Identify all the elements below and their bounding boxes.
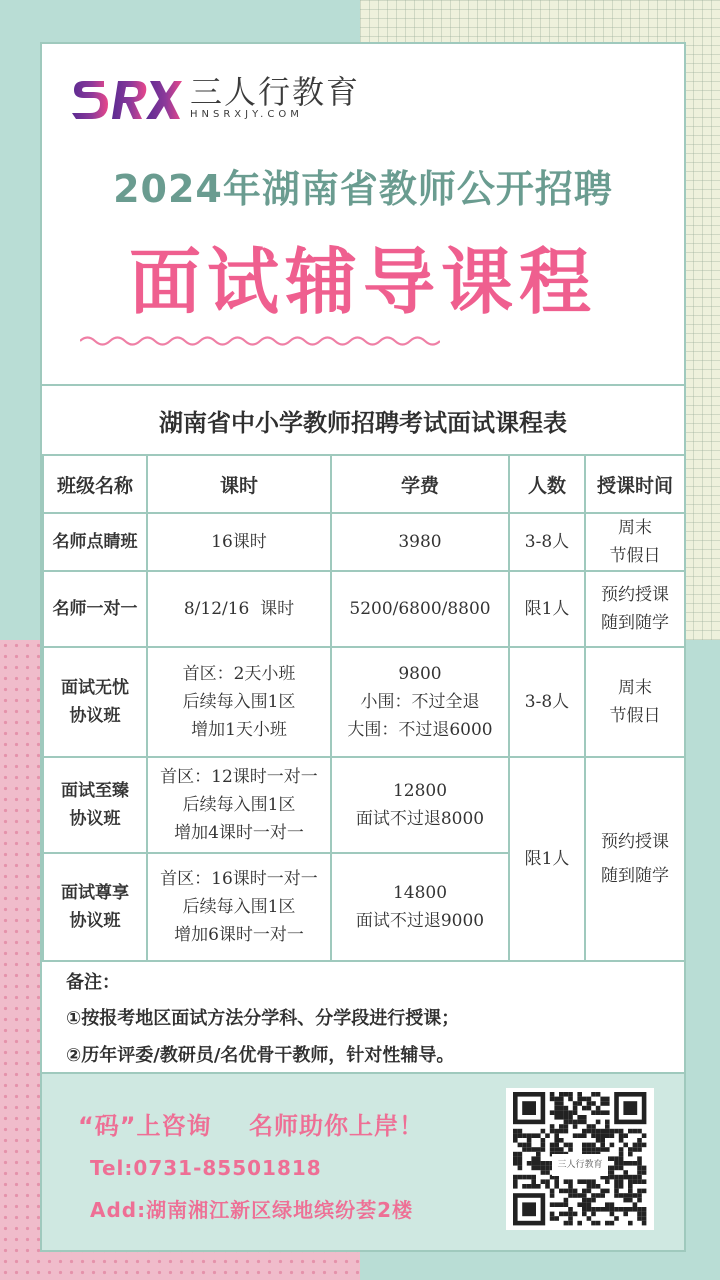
class-fee: 12800 面试不过退8000: [331, 757, 509, 853]
class-schedule: 周末 节假日: [585, 513, 685, 571]
class-hours: 首区：2天小班 后续每入围1区 增加1天小班: [147, 647, 331, 757]
class-schedule: 预约授课 随到随学: [585, 571, 685, 647]
header-fee: 学费: [331, 455, 509, 513]
header-schedule: 授课时间: [585, 455, 685, 513]
class-people: 限1人: [509, 757, 585, 961]
footer-slogan: “码”上咨询 名师助你上岸！: [78, 1112, 424, 1140]
page-headline: 面试辅导课程: [128, 240, 597, 324]
class-name: 面试无忧 协议班: [43, 647, 147, 757]
table-row: [43, 513, 685, 571]
class-name: 面试至臻 协议班: [43, 757, 147, 853]
header-hours: 课时: [147, 455, 331, 513]
footer-phone: Tel:0731-85501818: [90, 1156, 322, 1180]
course-table: [42, 454, 686, 962]
notes-section: [66, 966, 666, 1074]
class-people: 限1人: [509, 571, 585, 647]
qr-code[interactable]: [506, 1088, 654, 1230]
class-hours: 首区：12课时一对一 后续每入围1区 增加4课时一对一: [147, 757, 331, 853]
brand-name: 三人行教育: [190, 73, 361, 111]
table-caption: 湖南省中小学教师招聘考试面试课程表: [159, 408, 567, 437]
srx-logo-icon: [70, 73, 182, 123]
class-people: 3-8人: [509, 647, 585, 757]
header-class-name: 班级名称: [43, 455, 147, 513]
header-people: 人数: [509, 455, 585, 513]
class-hours: 16课时: [147, 513, 331, 571]
class-name: 名师一对一: [43, 571, 147, 647]
class-schedule: 周末 节假日: [585, 647, 685, 757]
class-fee: 14800 面试不过退9000: [331, 853, 509, 961]
qr-label: 三人行教育: [552, 1154, 608, 1176]
brand-logo: [70, 72, 360, 124]
class-name: 面试尊享 协议班: [43, 853, 147, 961]
page-title: 2024年湖南省教师公开招聘: [113, 167, 613, 211]
class-people: 3-8人: [509, 513, 585, 571]
class-fee: 5200/6800/8800: [331, 571, 509, 647]
table-row: [43, 571, 685, 647]
brand-domain: HNSRXJY.COM: [190, 109, 303, 120]
class-schedule: 预约授课 随到随学: [585, 757, 685, 961]
footer-address: Add:湖南湘江新区绿地缤纷荟2楼: [90, 1198, 414, 1222]
table-row: [43, 647, 685, 757]
table-header-row: [43, 455, 685, 513]
notes-title: 备注：: [66, 972, 120, 993]
notes-item: ②历年评委/教研员/名优骨干教师，针对性辅导。: [66, 1045, 455, 1066]
wave-divider-icon: [80, 334, 440, 348]
notes-item: ①按报考地区面试方法分学科、分学段进行授课；: [66, 1008, 460, 1029]
class-name: 名师点睛班: [43, 513, 147, 571]
class-hours: 8/12/16 课时: [147, 571, 331, 647]
table-row: [43, 757, 685, 853]
class-fee: 9800 小围：不过全退 大围：不过退6000: [331, 647, 509, 757]
class-fee: 3980: [331, 513, 509, 571]
class-hours: 首区：16课时一对一 后续每入围1区 增加6课时一对一: [147, 853, 331, 961]
